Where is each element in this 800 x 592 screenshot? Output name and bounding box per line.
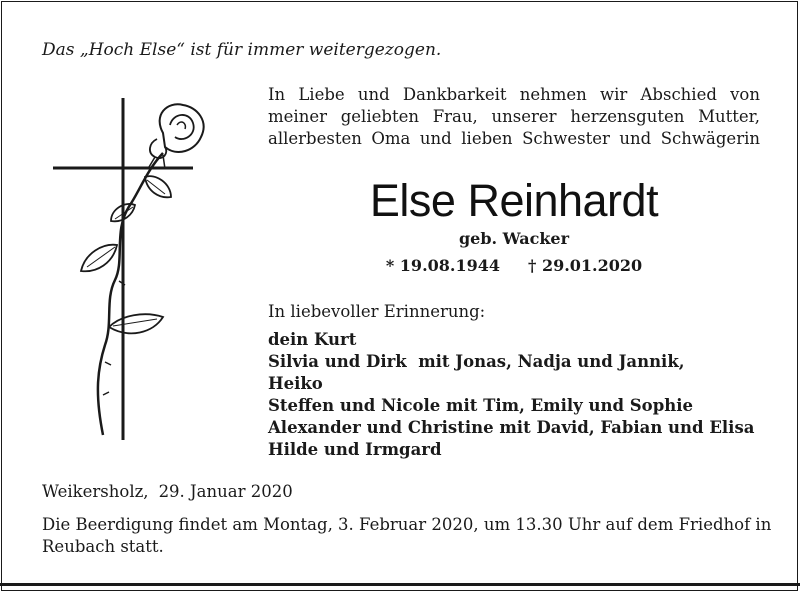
maiden-name: geb. Wacker	[458, 229, 570, 248]
intro-line: In Liebe und Dankbarkeit nehmen wir Abschied von	[268, 85, 760, 104]
family-member: Heiko	[268, 374, 323, 393]
family-member: Steffen und Nicole mit Tim, Emily und Sophie	[268, 396, 693, 415]
family-member: Hilde und Irmgard	[268, 440, 442, 459]
life-dates	[268, 256, 760, 275]
intro-text	[268, 84, 760, 150]
family-list	[268, 329, 754, 461]
bottom-rule	[0, 583, 800, 586]
place: Weikersholz,	[42, 482, 149, 501]
deceased-name: Else Reinhardt	[369, 175, 659, 226]
birth-date: * 19.08.1944	[385, 256, 500, 275]
notice-date: 29. Januar 2020	[158, 482, 293, 501]
intro-line: meiner geliebten Frau, unserer herzensguten Mutter,	[268, 107, 760, 126]
cross-with-rose-icon	[45, 95, 205, 445]
intro-line: allerbesten Oma und lieben Schwester und Schwägerin	[268, 129, 760, 148]
place-and-date	[42, 482, 293, 501]
family-member: Silvia und Dirk mit Jonas, Nadja und Jannik,	[268, 352, 685, 371]
memory-heading: In liebevoller Erinnerung:	[268, 302, 486, 321]
death-date: † 29.01.2020	[528, 256, 643, 275]
family-member: dein Kurt	[268, 330, 357, 349]
funeral-note: Die Beerdigung findet am Montag, 3. Februar 2020, um 13.30 Uhr auf dem Friedhof in Reubach statt.	[42, 515, 772, 556]
family-member: Alexander und Christine mit David, Fabian und Elisa	[268, 418, 755, 437]
motto: Das „Hoch Else“ ist für immer weitergezogen.	[42, 40, 442, 60]
